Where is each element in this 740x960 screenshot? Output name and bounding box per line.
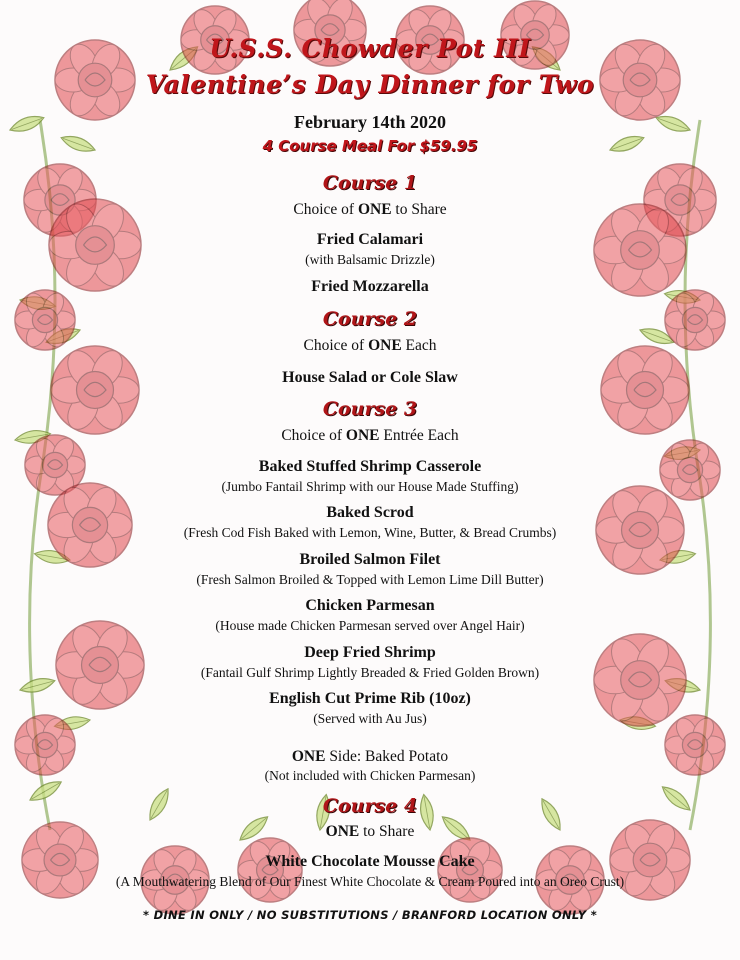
menu-item-chicken-parmesan: Chicken Parmesan <box>305 597 435 614</box>
menu-item-desc: (Jumbo Fantail Shrimp with our House Made Stuffing) <box>221 479 519 494</box>
menu-item-salmon-filet: Broiled Salmon Filet <box>299 551 441 568</box>
side-note: (Not included with Chicken Parmesan) <box>264 768 476 783</box>
event-title: Valentine’s Day Dinner for Two <box>145 70 595 99</box>
menu-item-deep-fried-shrimp: Deep Fried Shrimp <box>304 644 436 661</box>
event-date: February 14th 2020 <box>294 112 446 132</box>
course-1-choice: Choice of ONE to Share <box>293 201 447 218</box>
course-2-heading: Course 2 <box>322 308 418 330</box>
menu-item-baked-scrod: Baked Scrod <box>326 504 414 521</box>
course-3-choice: Choice of ONE Entrée Each <box>281 427 459 444</box>
menu-item-desc: (Served with Au Jus) <box>313 711 427 726</box>
menu-item-mousse-cake: White Chocolate Mousse Cake <box>265 853 475 870</box>
side-line: ONE Side: Baked Potato <box>291 748 449 765</box>
menu-item-desc: (Fantail Gulf Shrimp Lightly Breaded & Fried Golden Brown) <box>200 665 540 680</box>
menu-item-stuffed-shrimp: Baked Stuffed Shrimp Casserole <box>258 458 482 475</box>
menu-item-desc: (with Balsamic Drizzle) <box>305 252 435 267</box>
restaurant-title: U.S.S. Chowder Pot III <box>209 34 531 63</box>
menu-item-fried-calamari: Fried Calamari <box>316 231 424 248</box>
menu-item-desc: (Fresh Cod Fish Baked with Lemon, Wine, Butter, & Bread Crumbs) <box>183 525 557 540</box>
menu-item-desc: (House made Chicken Parmesan served over Angel Hair) <box>215 618 525 633</box>
course-4-heading: Course 4 <box>322 795 418 817</box>
course-3-heading: Course 3 <box>322 398 418 420</box>
course-4-choice: ONE to Share <box>325 823 415 840</box>
course-2-choice: Choice of ONE Each <box>303 337 437 354</box>
menu-item-desc: (A Mouthwatering Blend of Our Finest White Chocolate & Cream Poured into an Oreo Crust) <box>115 874 625 889</box>
menu-item-fried-mozzarella: Fried Mozzarella <box>311 278 429 295</box>
menu-item-desc: (Fresh Salmon Broiled & Topped with Lemon Lime Dill Butter) <box>196 572 544 587</box>
footer-notice: * DINE IN ONLY / NO SUBSTITUTIONS / BRANFORD LOCATION ONLY * <box>142 908 598 922</box>
price-line: 4 Course Meal For $59.95 <box>262 137 478 155</box>
menu-item-prime-rib: English Cut Prime Rib (10oz) <box>269 690 471 707</box>
course-1-heading: Course 1 <box>322 172 418 194</box>
menu-content <box>60 0 680 960</box>
menu-item-house-salad: House Salad or Cole Slaw <box>282 369 458 386</box>
